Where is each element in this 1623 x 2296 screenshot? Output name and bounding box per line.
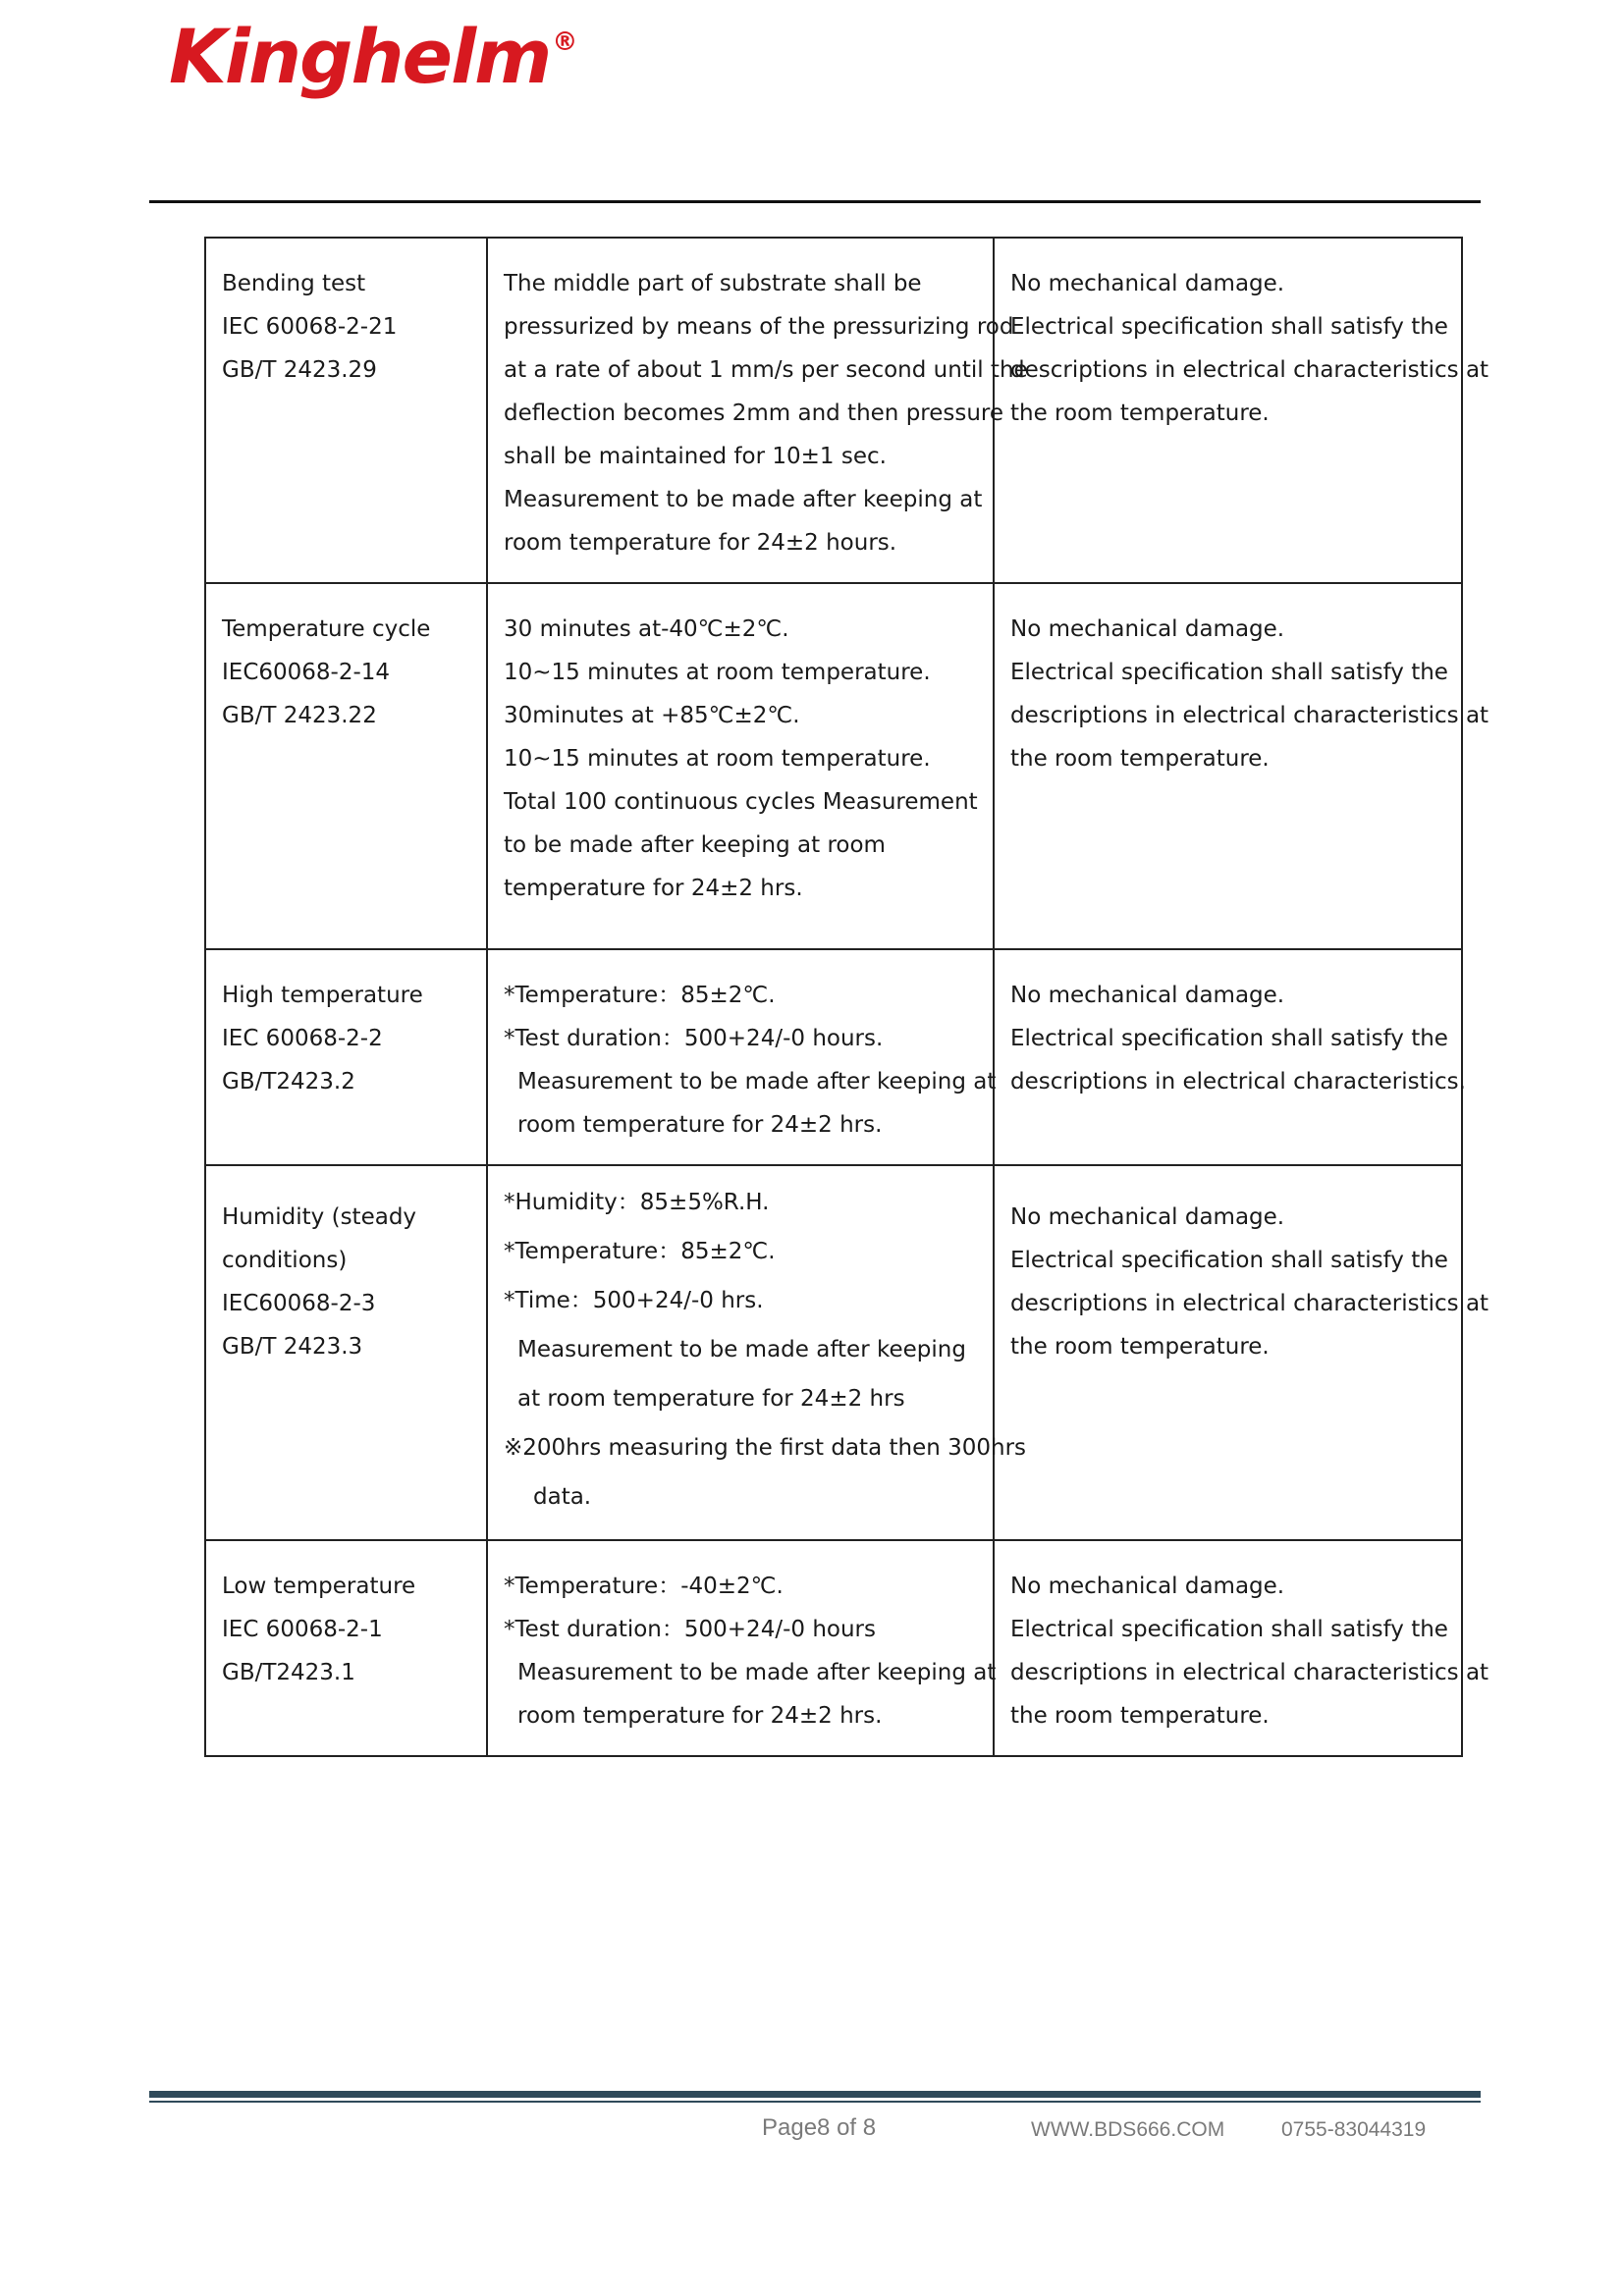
table-row-high-temperature: [205, 949, 1462, 1165]
requirement-line: No mechanical damage.: [1010, 271, 1285, 296]
condition-line: ※200hrs measuring the first data then 300hrs: [504, 1435, 1027, 1461]
condition-line: *Time：500+24/-0 hrs.: [504, 1288, 764, 1313]
requirement-line: No mechanical damage.: [1010, 1574, 1285, 1599]
condition-line: *Temperature：85±2℃.: [504, 983, 776, 1008]
condition-line: room temperature for 24±2 hrs.: [517, 1703, 883, 1729]
test-standard: IEC 60068-2-2: [222, 1026, 383, 1051]
test-condition-cell: [487, 1165, 1027, 1540]
table-row-low-temperature: [205, 1540, 1462, 1756]
condition-line: 10~15 minutes at room temperature.: [504, 746, 931, 772]
condition-line: at room temperature for 24±2 hrs: [517, 1386, 905, 1412]
table-row-bending-test: [205, 238, 1462, 583]
condition-line: room temperature for 24±2 hrs.: [517, 1112, 883, 1138]
requirement-line: the room temperature.: [1010, 746, 1270, 772]
requirement-line: descriptions in electrical characteristics at: [1010, 1660, 1489, 1685]
test-standard: IEC60068-2-14: [222, 660, 391, 685]
page-number: Page8 of 8: [762, 2114, 877, 2141]
condition-line: *Test duration：500+24/-0 hours.: [504, 1026, 884, 1051]
header-divider: [149, 200, 1481, 203]
test-standard: GB/T2423.2: [222, 1069, 355, 1095]
footer-divider: [149, 2091, 1481, 2098]
requirement-line: No mechanical damage.: [1010, 616, 1285, 642]
condition-line: room temperature for 24±2 hours.: [504, 530, 897, 556]
condition-line: The middle part of substrate shall be: [504, 271, 922, 296]
test-name: Bending test: [222, 271, 366, 296]
condition-line: Measurement to be made after keeping at: [517, 1069, 997, 1095]
condition-line: at a rate of about 1 mm/s per second until the: [504, 357, 1028, 383]
test-name: Temperature cycle: [222, 616, 431, 642]
condition-line: pressurized by means of the pressurizing rod: [504, 314, 1014, 340]
requirement-line: No mechanical damage.: [1010, 983, 1285, 1008]
condition-line: Measurement to be made after keeping at: [517, 1660, 997, 1685]
table-row-temperature-cycle: [205, 583, 1462, 949]
table-row-humidity: [205, 1165, 1462, 1540]
requirement-line: the room temperature.: [1010, 1703, 1270, 1729]
requirement-line: descriptions in electrical characteristics at: [1010, 703, 1489, 728]
test-standard: IEC 60068-2-1: [222, 1617, 383, 1642]
condition-line: Total 100 continuous cycles Measurement: [504, 789, 978, 815]
requirement-line: the room temperature.: [1010, 400, 1270, 426]
condition-line: *Temperature：-40±2℃.: [504, 1574, 784, 1599]
requirement-cell: [994, 1165, 1489, 1540]
condition-line: to be made after keeping at room: [504, 832, 886, 858]
test-standard: GB/T 2423.29: [222, 357, 377, 383]
test-item-cell: [205, 583, 487, 949]
website-text: WWW.BDS666.COM: [1031, 2118, 1225, 2141]
requirement-cell: [994, 238, 1489, 583]
requirement-line: descriptions in electrical characteristics at: [1010, 1291, 1489, 1316]
reliability-test-table: [204, 237, 1489, 1757]
test-standard: GB/T 2423.22: [222, 703, 377, 728]
condition-line: *Test duration：500+24/-0 hours: [504, 1617, 876, 1642]
phone-number: 0755-83044319: [1281, 2118, 1427, 2141]
condition-line: Measurement to be made after keeping: [517, 1337, 966, 1362]
requirement-line: descriptions in electrical characteristics at: [1010, 357, 1489, 383]
condition-line: 30minutes at +85℃±2℃.: [504, 703, 800, 728]
requirement-cell: [994, 949, 1466, 1165]
test-name: Humidity (steady: [222, 1204, 417, 1230]
requirement-line: Electrical specification shall satisfy the: [1010, 660, 1448, 685]
requirement-line: Electrical specification shall satisfy the: [1010, 1026, 1448, 1051]
requirement-line: Electrical specification shall satisfy the: [1010, 314, 1448, 340]
requirement-cell: [994, 1540, 1489, 1756]
requirement-line: Electrical specification shall satisfy the: [1010, 1617, 1448, 1642]
test-item-cell: [205, 1540, 487, 1756]
requirement-line: the room temperature.: [1010, 1334, 1270, 1360]
condition-line: shall be maintained for 10±1 sec.: [504, 444, 887, 469]
requirement-line: descriptions in electrical characteristics.: [1010, 1069, 1466, 1095]
test-standard: GB/T2423.1: [222, 1660, 355, 1685]
test-name: Low temperature: [222, 1574, 416, 1599]
test-standard: IEC 60068-2-21: [222, 314, 398, 340]
kinghelm-logo: Kinghelm®: [169, 13, 576, 100]
condition-line: data.: [533, 1484, 592, 1510]
test-condition-cell: [487, 238, 1028, 583]
requirement-line: No mechanical damage.: [1010, 1204, 1285, 1230]
requirement-cell: [994, 583, 1489, 949]
test-standard: IEC60068-2-3: [222, 1291, 376, 1316]
condition-line: Measurement to be made after keeping at: [504, 487, 983, 512]
test-name: conditions): [222, 1248, 348, 1273]
condition-line: temperature for 24±2 hrs.: [504, 876, 803, 901]
condition-line: *Temperature：85±2℃.: [504, 1239, 776, 1264]
test-standard: GB/T 2423.3: [222, 1334, 363, 1360]
condition-line: deflection becomes 2mm and then pressure: [504, 400, 1004, 426]
requirement-line: Electrical specification shall satisfy the: [1010, 1248, 1448, 1273]
condition-line: 10~15 minutes at room temperature.: [504, 660, 931, 685]
test-condition-cell: [487, 949, 997, 1165]
condition-line: 30 minutes at-40℃±2℃.: [504, 616, 789, 642]
test-name: High temperature: [222, 983, 423, 1008]
test-item-cell: [205, 238, 487, 583]
test-condition-cell: [487, 1540, 997, 1756]
test-item-cell: [205, 1165, 487, 1540]
footer-divider-thin: [149, 2101, 1481, 2103]
test-item-cell: [205, 949, 487, 1165]
condition-line: *Humidity：85±5%R.H.: [504, 1190, 770, 1215]
test-condition-cell: [487, 583, 994, 949]
